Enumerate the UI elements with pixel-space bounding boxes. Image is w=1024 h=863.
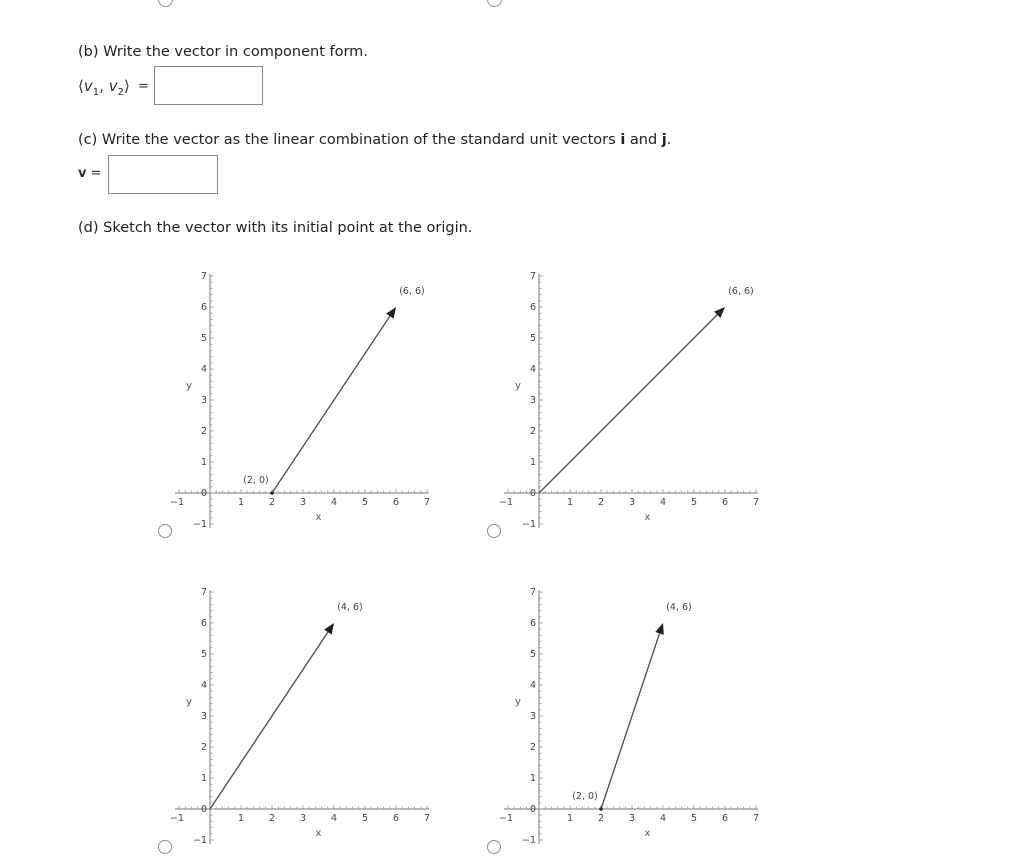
origin-tick-label: 0: [200, 804, 207, 815]
origin-tick-label: 0: [200, 488, 207, 499]
x-axis-label: x: [644, 512, 651, 523]
y-tick-label: 7: [200, 587, 207, 598]
y-tick-label: 5: [200, 333, 207, 344]
y-tick-label: 7: [200, 271, 207, 282]
y-tick-label: 2: [529, 742, 536, 753]
y-neg-tick-label: −1: [192, 519, 207, 530]
x-tick-label: 5: [361, 813, 369, 824]
x-tick-label: 2: [597, 497, 605, 508]
vector-start-point: [599, 807, 603, 811]
x-tick-label: 3: [299, 813, 307, 824]
y-tick-label: 4: [529, 680, 536, 691]
y-tick-label: 3: [529, 711, 536, 722]
v1-sub: 1: [92, 87, 100, 98]
x-tick-label: 2: [268, 497, 276, 508]
y-tick-label: 3: [200, 711, 207, 722]
origin-tick-label: 0: [529, 804, 536, 815]
vector-arrowhead: [655, 623, 664, 635]
vector-line: [601, 633, 660, 809]
y-neg-tick-label: −1: [192, 835, 207, 846]
part-c-prompt-text: (c) Write the vector as the linear combination of the standard unit vectors: [78, 132, 621, 148]
y-tick-label: 5: [200, 649, 207, 660]
x-tick-label: 5: [690, 497, 698, 508]
x-neg-tick-label: −1: [498, 813, 514, 824]
x-tick-label: 1: [566, 497, 574, 508]
start-point-label: (2, 0): [572, 791, 598, 802]
v-equals: =: [90, 166, 102, 181]
v-bold: v: [78, 166, 87, 181]
y-axis-label: y: [186, 696, 192, 708]
x-axis-label: x: [315, 512, 322, 523]
y-tick-label: 4: [529, 364, 536, 375]
v2-var: v: [108, 77, 118, 95]
part-b-prompt: (b) Write the vector in component form.: [78, 44, 368, 60]
x-tick-label: 5: [690, 813, 698, 824]
y-tick-label: 7: [529, 271, 536, 282]
unit-j: j: [661, 132, 667, 148]
and-text: and: [625, 132, 662, 148]
x-neg-tick-label: −1: [169, 813, 185, 824]
part-d-prompt: (d) Sketch the vector with its initial point at the origin.: [78, 220, 473, 236]
y-tick-label: 4: [200, 680, 207, 691]
y-tick-label: 2: [529, 426, 536, 437]
period: .: [666, 132, 672, 148]
y-tick-label: 3: [200, 395, 207, 406]
x-tick-label: 6: [721, 813, 729, 824]
end-point-label: (6, 6): [728, 286, 754, 297]
y-tick-label: 7: [529, 587, 536, 598]
y-neg-tick-label: −1: [521, 835, 536, 846]
x-tick-label: 4: [659, 497, 667, 508]
unit-i: i: [620, 132, 626, 148]
end-point-label: (4, 6): [666, 602, 692, 613]
x-tick-label: 7: [752, 497, 760, 508]
y-tick-label: 6: [529, 302, 536, 313]
angle-close: ⟩: [123, 77, 130, 95]
end-point-label: (6, 6): [399, 286, 425, 297]
y-axis-label: y: [186, 380, 192, 392]
x-tick-label: 2: [597, 813, 605, 824]
x-tick-label: 7: [752, 813, 760, 824]
y-tick-label: 5: [529, 649, 536, 660]
y-tick-label: 1: [529, 457, 536, 468]
y-axis-label: y: [515, 380, 521, 392]
origin-tick-label: 0: [529, 488, 536, 499]
start-point-label: (2, 0): [243, 475, 269, 486]
x-tick-label: 2: [268, 813, 276, 824]
x-tick-label: 5: [361, 497, 369, 508]
y-tick-label: 6: [200, 302, 207, 313]
x-tick-label: 1: [237, 497, 245, 508]
y-tick-label: 1: [200, 457, 207, 468]
x-neg-tick-label: −1: [169, 497, 185, 508]
x-axis-label: x: [644, 828, 651, 839]
x-tick-label: 3: [628, 497, 636, 508]
y-tick-label: 1: [200, 773, 207, 784]
y-tick-label: 6: [200, 618, 207, 629]
comma: ,: [99, 77, 104, 95]
x-tick-label: 3: [628, 813, 636, 824]
x-axis-label: x: [315, 828, 322, 839]
x-tick-label: 3: [299, 497, 307, 508]
y-tick-label: 6: [529, 618, 536, 629]
v2-sub: 2: [117, 87, 124, 98]
y-neg-tick-label: −1: [521, 519, 536, 530]
x-tick-label: 6: [392, 497, 400, 508]
x-tick-label: 1: [237, 813, 245, 824]
y-tick-label: 4: [200, 364, 207, 375]
x-neg-tick-label: −1: [498, 497, 514, 508]
y-tick-label: 5: [529, 333, 536, 344]
component-equals: =: [138, 79, 149, 94]
angle-open: ⟨: [78, 77, 84, 95]
x-tick-label: 6: [721, 497, 729, 508]
x-tick-label: 1: [566, 813, 574, 824]
x-tick-label: 6: [392, 813, 400, 824]
x-tick-label: 4: [659, 813, 667, 824]
y-tick-label: 2: [200, 426, 207, 437]
x-tick-label: 7: [423, 813, 431, 824]
x-tick-label: 7: [423, 497, 431, 508]
x-tick-label: 4: [330, 497, 338, 508]
y-tick-label: 2: [200, 742, 207, 753]
y-axis-label: y: [515, 696, 521, 708]
y-tick-label: 1: [529, 773, 536, 784]
v1-var: v: [83, 77, 93, 95]
x-tick-label: 4: [330, 813, 338, 824]
end-point-label: (4, 6): [337, 602, 363, 613]
y-tick-label: 3: [529, 395, 536, 406]
